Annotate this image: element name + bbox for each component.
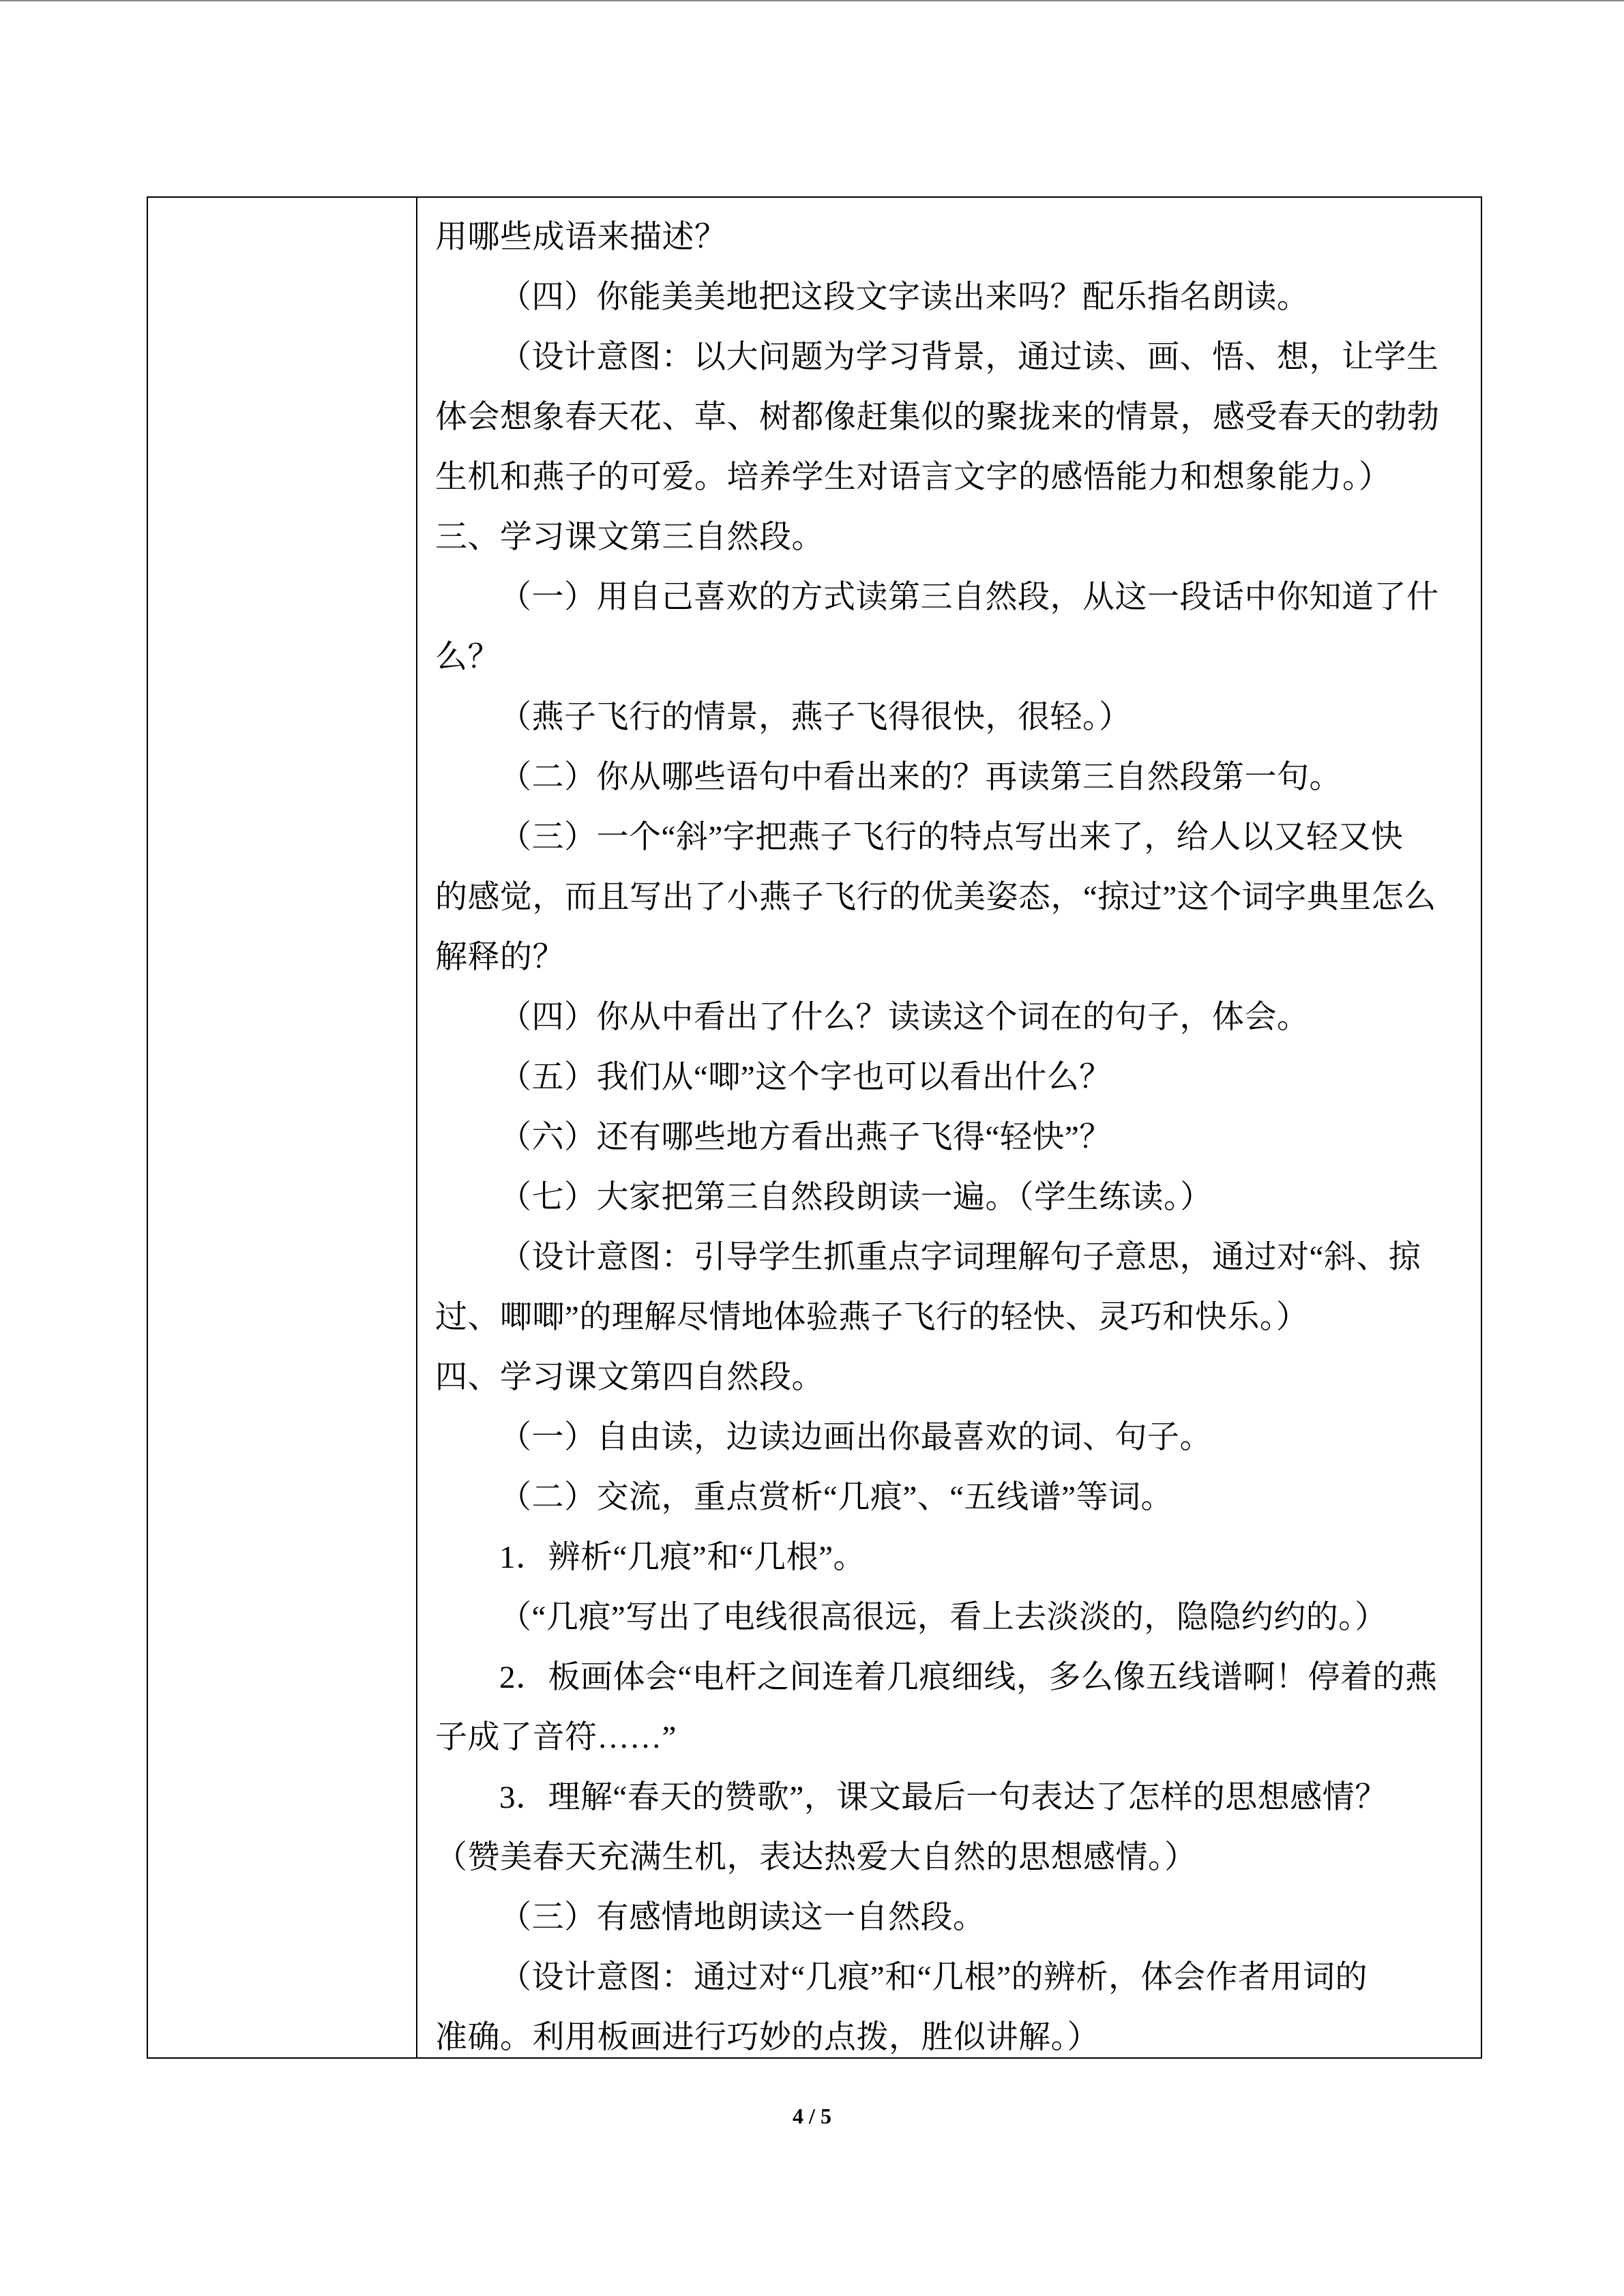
table-left-column xyxy=(148,198,417,2057)
page-top-edge xyxy=(0,0,1624,1)
text-line: 生机和燕子的可爱。培养学生对语言文字的感悟能力和想象能力。） xyxy=(435,460,1391,495)
text-line: （燕子飞行的情景，燕子飞得很快，很轻。） xyxy=(499,700,1132,735)
text-line: 准确。利用板画进行巧妙的点拨，胜似讲解。） xyxy=(435,2020,1099,2055)
lesson-plan-table xyxy=(147,196,1482,2059)
text-line: （七）大家把第三自然段朗读一遍。（学生练读。） xyxy=(499,1180,1213,1215)
text-line: （一）用自己喜欢的方式读第三自然段，从这一段话中你知道了什 xyxy=(499,580,1439,615)
text-line: （二）你从哪些语句中看出来的？再读第三自然段第一句。 xyxy=(499,760,1342,795)
text-line: （六）还有哪些地方看出燕子飞得“轻快”？ xyxy=(499,1120,1112,1155)
text-line: （二）交流，重点赏析“几痕”、“五线谱”等词。 xyxy=(499,1480,1173,1515)
text-line: 解释的？ xyxy=(435,940,565,975)
text-line: （“几痕”写出了电线很高很远，看上去淡淡的，隐隐约约的。） xyxy=(499,1600,1387,1635)
text-line: 用哪些成语来描述？ xyxy=(435,220,727,255)
text-line: （设计意图：以大问题为学习背景，通过读、画、悟、想，让学生 xyxy=(499,340,1439,375)
text-line: （三）一个“斜”字把燕子飞行的特点写出来了，给人以又轻又快 xyxy=(499,820,1404,855)
text-line: （设计意图：通过对“几痕”和“几根”的辨析，体会作者用词的 xyxy=(499,1960,1368,1995)
text-line: 的感觉，而且写出了小燕子飞行的优美姿态，“掠过”这个词字典里怎么 xyxy=(435,880,1436,915)
text-line: （设计意图：引导学生抓重点字词理解句子意思，通过对“斜、掠 xyxy=(499,1240,1421,1275)
text-line: （四）你从中看出了什么？读读这个词在的句子，体会。 xyxy=(499,1000,1310,1035)
text-line: 么？ xyxy=(435,640,500,675)
text-line: 3．理解“春天的赞歌”，课文最后一句表达了怎样的思想感情？ xyxy=(499,1780,1387,1815)
text-line: （四）你能美美地把这段文字读出来吗？配乐指名朗读。 xyxy=(499,280,1310,315)
text-line: 子成了音符……” xyxy=(435,1720,677,1755)
text-line: （三）有感情地朗读这一自然段。 xyxy=(499,1900,986,1935)
text-line: 2．板画体会“电杆之间连着几痕细线，多么像五线谱啊！停着的燕 xyxy=(499,1660,1438,1695)
text-line: （一）自由读，边读边画出你最喜欢的词、句子。 xyxy=(499,1420,1212,1455)
text-line: 1．辨析“几痕”和“几根”。 xyxy=(499,1540,866,1575)
table-content-column xyxy=(419,198,1481,2057)
section-heading: 四、学习课文第四自然段。 xyxy=(435,1360,824,1395)
text-line: （赞美春天充满生机，表达热爱大自然的思想感情。） xyxy=(435,1840,1197,1875)
text-line: 过、唧唧”的理解尽情地体验燕子飞行的轻快、灵巧和快乐。） xyxy=(435,1300,1309,1335)
text-line: 体会想象春天花、草、树都像赶集似的聚拢来的情景，感受春天的勃勃 xyxy=(435,400,1440,435)
section-heading: 三、学习课文第三自然段。 xyxy=(435,520,824,555)
text-line: （五）我们从“唧”这个字也可以看出什么？ xyxy=(499,1060,1112,1095)
page-number: 4 / 5 xyxy=(793,2104,831,2128)
